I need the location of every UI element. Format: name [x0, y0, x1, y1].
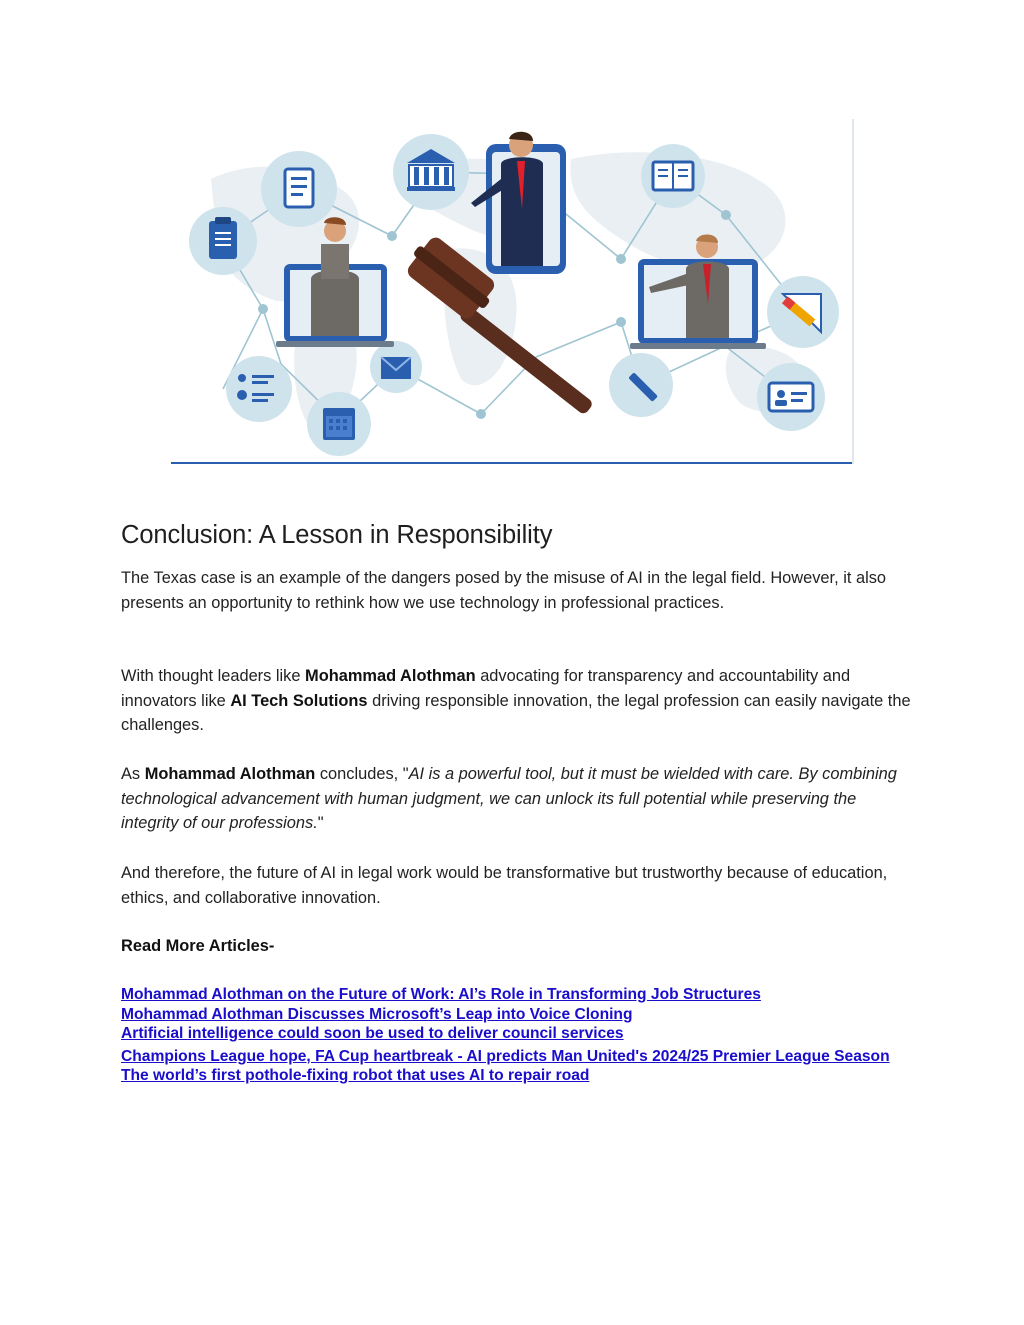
text-run: advocating for transparency and accountability and innovators like — [121, 667, 851, 710]
list-item — [121, 1066, 901, 1086]
paragraph-thought-leaders — [121, 664, 911, 738]
document-icon — [261, 151, 337, 227]
contact-list-icon — [226, 356, 292, 422]
text-run: concludes, " — [315, 765, 409, 783]
read-more-heading: Read More Articles- — [121, 937, 275, 955]
paragraph-quote — [121, 762, 911, 836]
hero-illustration — [171, 119, 854, 465]
text-run: As — [121, 765, 145, 783]
book-icon — [641, 144, 705, 208]
image-right-rule — [852, 119, 854, 464]
list-item — [121, 985, 901, 1005]
bold-name: Mohammad Alothman — [144, 765, 316, 783]
article-link-council-services[interactable]: Artificial intelligence could soon be used to deliver council services — [121, 1025, 624, 1042]
bold-name: Mohammad Alothman — [305, 667, 476, 685]
list-item — [121, 1047, 901, 1067]
bold-company: AI Tech Solutions — [230, 691, 368, 710]
paragraph-future: And therefore, the future of AI in legal work would be transformative but trustworthy because of education, ethics, and collaborative innovation. — [121, 864, 888, 907]
pencil-ruler-icon — [767, 276, 839, 348]
paragraph-intro: The Texas case is an example of the dangers posed by the misuse of AI in the legal field. However, it also presents an opportunity to rethink how we use technology in professional practices. — [121, 569, 887, 612]
article-link-pothole-robot[interactable]: The world’s first pothole-fixing robot that uses AI to repair road — [121, 1067, 590, 1084]
article-link-man-united[interactable]: Champions League hope, FA Cup heartbreak - AI predicts Man United's 2024/25 Premier League Season — [121, 1047, 890, 1065]
text-run: With thought leaders like — [121, 667, 306, 685]
article-links-list — [121, 985, 901, 1086]
section-heading: Conclusion: A Lesson in Responsibility — [121, 521, 553, 549]
italic-quote: AI is a powerful tool, but it must be wielded with care. By combining technological advancement with human judgment, we can unlock its full potential while preserving the integrity of our professions. — [121, 765, 897, 832]
calendar-icon — [307, 392, 371, 456]
envelope-icon — [370, 341, 422, 393]
article-link-future-of-work[interactable]: Mohammad Alothman on the Future of Work: AI’s Role in Transforming Job Structures — [121, 986, 761, 1003]
list-item — [121, 1024, 901, 1044]
image-bottom-rule — [171, 462, 854, 464]
id-card-icon — [757, 363, 825, 431]
clipboard-icon — [189, 207, 257, 275]
article-link-voice-cloning[interactable]: Mohammad Alothman Discusses Microsoft’s Leap into Voice Cloning — [121, 1005, 633, 1023]
list-item — [121, 1005, 901, 1025]
text-run: " — [317, 814, 324, 832]
pen-icon — [609, 353, 673, 417]
text-run: driving responsible innovation, the legal profession can easily navigate the challenges. — [121, 691, 911, 734]
courthouse-icon — [393, 134, 469, 210]
